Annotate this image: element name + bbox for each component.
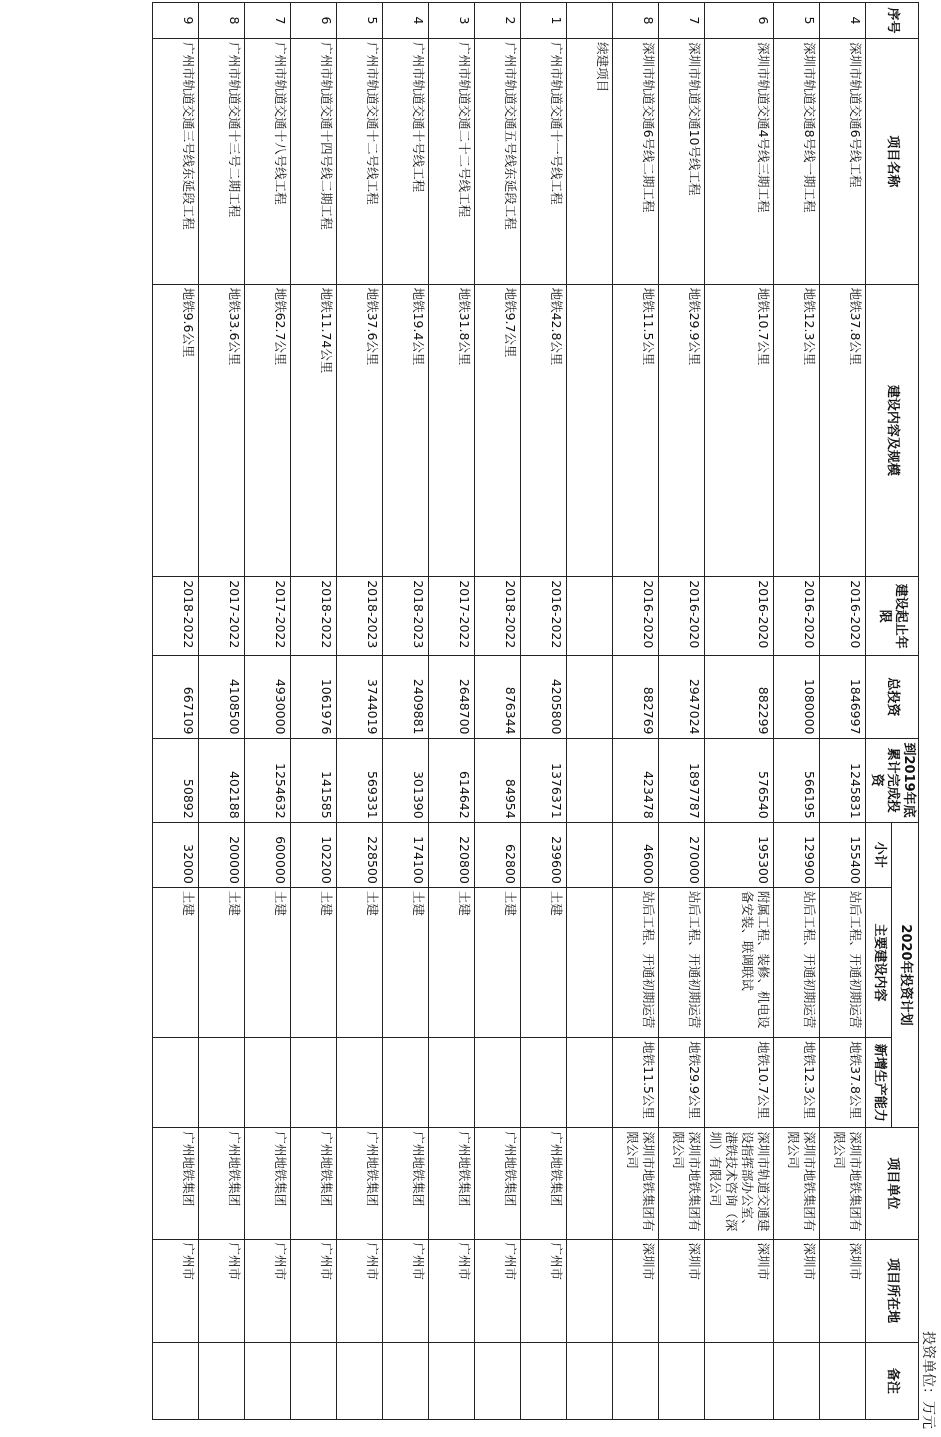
cell-content: 土建 xyxy=(383,887,429,1037)
cell-period: 2017-2022 xyxy=(429,577,475,656)
section-empty-cell xyxy=(567,1239,613,1342)
cell-capacity xyxy=(429,1038,475,1128)
cell-content: 土建 xyxy=(337,887,383,1037)
cell-content: 站后工程、开通初期运营 xyxy=(774,887,820,1037)
cell-seq: 2 xyxy=(475,3,521,39)
cell-total: 3744019 xyxy=(337,656,383,738)
cell-remarks xyxy=(291,1342,337,1419)
cell-scope: 地铁37.8公里 xyxy=(820,284,866,577)
table-row xyxy=(475,3,521,1420)
cell-scope: 地铁10.7公里 xyxy=(705,284,774,577)
cell-total: 882769 xyxy=(613,656,659,738)
cell-scope: 地铁9.6公里 xyxy=(153,284,199,577)
cell-period: 2017-2022 xyxy=(199,577,245,656)
cell-unit: 广州地铁集团 xyxy=(199,1128,245,1239)
cell-scope: 地铁42.8公里 xyxy=(521,284,567,577)
table-row xyxy=(659,3,705,1420)
cell-period: 2016-2020 xyxy=(820,577,866,656)
cell-content: 站后工程、开通初期运营 xyxy=(820,887,866,1037)
cell-subtotal: 600000 xyxy=(245,822,291,887)
cell-unit: 广州地铁集团 xyxy=(337,1128,383,1239)
section-empty-cell xyxy=(567,1342,613,1419)
cell-period: 2016-2020 xyxy=(659,577,705,656)
header-cumulative: 到2019年底累计完成投资 xyxy=(866,738,919,822)
section-label: 续建项目 xyxy=(567,39,613,285)
cell-total: 2947024 xyxy=(659,656,705,738)
cell-cumulative: 301390 xyxy=(383,738,429,822)
cell-remarks xyxy=(153,1342,199,1419)
cell-unit: 广州地铁集团 xyxy=(245,1128,291,1239)
cell-cumulative: 1897787 xyxy=(659,738,705,822)
cell-capacity xyxy=(475,1038,521,1128)
cell-unit: 广州地铁集团 xyxy=(383,1128,429,1239)
cell-cumulative: 576540 xyxy=(705,738,774,822)
cell-location: 深圳市 xyxy=(820,1239,866,1342)
cell-subtotal: 129900 xyxy=(774,822,820,887)
section-empty-cell xyxy=(567,577,613,656)
section-row xyxy=(567,3,613,1420)
cell-content: 站后工程、开通初期运营 xyxy=(613,887,659,1037)
cell-seq: 5 xyxy=(337,3,383,39)
cell-scope: 地铁33.6公里 xyxy=(199,284,245,577)
cell-total: 1080000 xyxy=(774,656,820,738)
cell-name: 广州市轨道交通十八号线工程 xyxy=(245,39,291,285)
cell-seq: 4 xyxy=(820,3,866,39)
cell-name: 深圳市轨道交通8号线一期工程 xyxy=(774,39,820,285)
table-row xyxy=(613,3,659,1420)
section-empty-cell xyxy=(567,284,613,577)
cell-content: 土建 xyxy=(521,887,567,1037)
cell-location: 广州市 xyxy=(291,1239,337,1342)
header-seq: 序号 xyxy=(866,3,919,39)
section-seq-cell xyxy=(567,3,613,39)
cell-subtotal: 155400 xyxy=(820,822,866,887)
cell-capacity xyxy=(153,1038,199,1128)
cell-seq: 5 xyxy=(774,3,820,39)
cell-name: 广州市轨道交通二十二号线工程 xyxy=(429,39,475,285)
cell-remarks xyxy=(475,1342,521,1419)
cell-name: 深圳市轨道交通4号线三期工程 xyxy=(705,39,774,285)
cell-total: 876344 xyxy=(475,656,521,738)
cell-content: 附属工程、装修、机电设备安装、联调联试 xyxy=(705,887,774,1037)
cell-cumulative: 1376371 xyxy=(521,738,567,822)
cell-remarks xyxy=(245,1342,291,1419)
cell-period: 2016-2022 xyxy=(521,577,567,656)
cell-subtotal: 270000 xyxy=(659,822,705,887)
cell-name: 广州市轨道交通十二号线工程 xyxy=(337,39,383,285)
cell-location: 深圳市 xyxy=(774,1239,820,1342)
header-remarks: 备注 xyxy=(866,1342,919,1419)
cell-total: 1061976 xyxy=(291,656,337,738)
unit-note: 投资单位：万元 xyxy=(920,1331,936,1429)
cell-name: 广州市轨道交通十四号线二期工程 xyxy=(291,39,337,285)
cell-capacity xyxy=(291,1038,337,1128)
header-new-capacity: 新增生产能力 xyxy=(866,1038,893,1128)
table-row xyxy=(429,3,475,1420)
cell-cumulative: 84954 xyxy=(475,738,521,822)
header-main-content: 主要建设内容 xyxy=(866,887,893,1037)
cell-period: 2016-2020 xyxy=(613,577,659,656)
cell-seq: 6 xyxy=(291,3,337,39)
table-row xyxy=(337,3,383,1420)
cell-scope: 地铁31.8公里 xyxy=(429,284,475,577)
cell-subtotal: 102200 xyxy=(291,822,337,887)
table-row xyxy=(383,3,429,1420)
cell-period: 2017-2022 xyxy=(245,577,291,656)
cell-seq: 8 xyxy=(613,3,659,39)
cell-content: 站后工程、开通初期运营 xyxy=(659,887,705,1037)
cell-period: 2018-2023 xyxy=(383,577,429,656)
cell-location: 深圳市 xyxy=(659,1239,705,1342)
cell-scope: 地铁12.3公里 xyxy=(774,284,820,577)
table-row xyxy=(199,3,245,1420)
cell-seq: 4 xyxy=(383,3,429,39)
cell-unit: 广州地铁集团 xyxy=(429,1128,475,1239)
header-plan-2020: 2020年投资计划 xyxy=(892,822,919,1128)
cell-capacity: 地铁12.3公里 xyxy=(774,1038,820,1128)
cell-period: 2018-2022 xyxy=(153,577,199,656)
cell-content: 土建 xyxy=(153,887,199,1037)
cell-seq: 1 xyxy=(521,3,567,39)
cell-location: 广州市 xyxy=(429,1239,475,1342)
cell-name: 广州市轨道交通十一号线工程 xyxy=(521,39,567,285)
cell-cumulative: 614642 xyxy=(429,738,475,822)
cell-unit: 深圳市地铁集团有限公司 xyxy=(613,1128,659,1239)
cell-unit: 深圳市地铁集团有限公司 xyxy=(820,1128,866,1239)
section-empty-cell xyxy=(567,656,613,738)
cell-seq: 9 xyxy=(153,3,199,39)
header-period: 建设起止年限 xyxy=(866,577,919,656)
cell-name: 广州市轨道交通三号线东延段工程 xyxy=(153,39,199,285)
table-row xyxy=(705,3,774,1420)
header-total: 总投资 xyxy=(866,656,919,738)
cell-unit: 深圳市地铁集团有限公司 xyxy=(659,1128,705,1239)
cell-subtotal: 228500 xyxy=(337,822,383,887)
cell-seq: 3 xyxy=(429,3,475,39)
cell-cumulative: 569331 xyxy=(337,738,383,822)
section-empty-cell xyxy=(567,887,613,1037)
cell-capacity: 地铁10.7公里 xyxy=(705,1038,774,1128)
cell-period: 2016-2020 xyxy=(774,577,820,656)
cell-period: 2018-2022 xyxy=(291,577,337,656)
cell-period: 2018-2022 xyxy=(475,577,521,656)
cell-unit: 广州地铁集团 xyxy=(521,1128,567,1239)
cell-location: 深圳市 xyxy=(705,1239,774,1342)
cell-location: 广州市 xyxy=(521,1239,567,1342)
section-empty-cell xyxy=(567,822,613,887)
cell-unit: 广州地铁集团 xyxy=(291,1128,337,1239)
cell-content: 土建 xyxy=(429,887,475,1037)
header-unit: 项目单位 xyxy=(866,1128,919,1239)
cell-unit: 广州地铁集团 xyxy=(153,1128,199,1239)
cell-capacity xyxy=(337,1038,383,1128)
cell-subtotal: 174100 xyxy=(383,822,429,887)
cell-scope: 地铁62.7公里 xyxy=(245,284,291,577)
investment-table xyxy=(152,2,919,1420)
cell-total: 4108500 xyxy=(199,656,245,738)
cell-capacity: 地铁37.8公里 xyxy=(820,1038,866,1128)
cell-period: 2016-2020 xyxy=(705,577,774,656)
cell-content: 土建 xyxy=(291,887,337,1037)
cell-location: 广州市 xyxy=(199,1239,245,1342)
cell-content: 土建 xyxy=(199,887,245,1037)
cell-scope: 地铁11.5公里 xyxy=(613,284,659,577)
cell-seq: 7 xyxy=(659,3,705,39)
table-row xyxy=(291,3,337,1420)
cell-remarks xyxy=(705,1342,774,1419)
cell-total: 4205800 xyxy=(521,656,567,738)
cell-remarks xyxy=(820,1342,866,1419)
cell-unit: 广州地铁集团 xyxy=(475,1128,521,1239)
table-row xyxy=(521,3,567,1420)
cell-capacity xyxy=(383,1038,429,1128)
header-location: 项目所在地 xyxy=(866,1239,919,1342)
cell-total: 2409881 xyxy=(383,656,429,738)
cell-scope: 地铁9.7公里 xyxy=(475,284,521,577)
section-empty-cell xyxy=(567,1128,613,1239)
cell-seq: 8 xyxy=(199,3,245,39)
cell-remarks xyxy=(659,1342,705,1419)
cell-capacity: 地铁29.9公里 xyxy=(659,1038,705,1128)
cell-content: 土建 xyxy=(245,887,291,1037)
cell-unit: 深圳市地铁集团有限公司 xyxy=(774,1128,820,1239)
cell-total: 1846997 xyxy=(820,656,866,738)
cell-subtotal: 195300 xyxy=(705,822,774,887)
cell-cumulative: 423478 xyxy=(613,738,659,822)
cell-capacity xyxy=(199,1038,245,1128)
cell-location: 深圳市 xyxy=(613,1239,659,1342)
cell-total: 667109 xyxy=(153,656,199,738)
cell-name: 深圳市轨道交通10号线工程 xyxy=(659,39,705,285)
header-scope: 建设内容及规模 xyxy=(866,284,919,577)
cell-cumulative: 1245831 xyxy=(820,738,866,822)
cell-subtotal: 220800 xyxy=(429,822,475,887)
table-row xyxy=(774,3,820,1420)
cell-remarks xyxy=(337,1342,383,1419)
cell-cumulative: 141585 xyxy=(291,738,337,822)
cell-name: 深圳市轨道交通6号线二期工程 xyxy=(613,39,659,285)
cell-name: 广州市轨道交通五号线东延段工程 xyxy=(475,39,521,285)
cell-location: 广州市 xyxy=(337,1239,383,1342)
table-row xyxy=(153,3,199,1420)
cell-cumulative: 402188 xyxy=(199,738,245,822)
cell-capacity xyxy=(245,1038,291,1128)
cell-remarks xyxy=(199,1342,245,1419)
cell-scope: 地铁37.6公里 xyxy=(337,284,383,577)
cell-period: 2018-2023 xyxy=(337,577,383,656)
cell-scope: 地铁19.4公里 xyxy=(383,284,429,577)
cell-cumulative: 50892 xyxy=(153,738,199,822)
cell-subtotal: 32000 xyxy=(153,822,199,887)
cell-name: 深圳市轨道交通6号线工程 xyxy=(820,39,866,285)
cell-name: 广州市轨道交通十三号二期工程 xyxy=(199,39,245,285)
cell-cumulative: 1254632 xyxy=(245,738,291,822)
cell-seq: 7 xyxy=(245,3,291,39)
table-row xyxy=(245,3,291,1420)
cell-name: 广州市轨道交通十号线工程 xyxy=(383,39,429,285)
cell-location: 广州市 xyxy=(153,1239,199,1342)
cell-scope: 地铁29.9公里 xyxy=(659,284,705,577)
section-empty-cell xyxy=(567,738,613,822)
cell-seq: 6 xyxy=(705,3,774,39)
cell-location: 广州市 xyxy=(475,1239,521,1342)
section-empty-cell xyxy=(567,1038,613,1128)
cell-subtotal: 239600 xyxy=(521,822,567,887)
header-name: 项目名称 xyxy=(866,39,919,285)
cell-total: 4930000 xyxy=(245,656,291,738)
cell-total: 882299 xyxy=(705,656,774,738)
cell-remarks xyxy=(613,1342,659,1419)
cell-remarks xyxy=(383,1342,429,1419)
cell-capacity: 地铁11.5公里 xyxy=(613,1038,659,1128)
cell-capacity xyxy=(521,1038,567,1128)
cell-location: 广州市 xyxy=(245,1239,291,1342)
cell-unit: 深圳市轨道交通建设指挥部办公室、港铁技术咨询（深圳）有限公司 xyxy=(705,1128,774,1239)
cell-remarks xyxy=(429,1342,475,1419)
table-row xyxy=(820,3,866,1420)
cell-total: 2648700 xyxy=(429,656,475,738)
header-subtotal: 小计 xyxy=(866,822,893,887)
cell-location: 广州市 xyxy=(383,1239,429,1342)
cell-remarks xyxy=(521,1342,567,1419)
cell-scope: 地铁11.74公里 xyxy=(291,284,337,577)
cell-content: 土建 xyxy=(475,887,521,1037)
cell-subtotal: 46000 xyxy=(613,822,659,887)
cell-cumulative: 566195 xyxy=(774,738,820,822)
cell-subtotal: 200000 xyxy=(199,822,245,887)
table-body xyxy=(153,3,866,1420)
cell-subtotal: 62800 xyxy=(475,822,521,887)
cell-remarks xyxy=(774,1342,820,1419)
